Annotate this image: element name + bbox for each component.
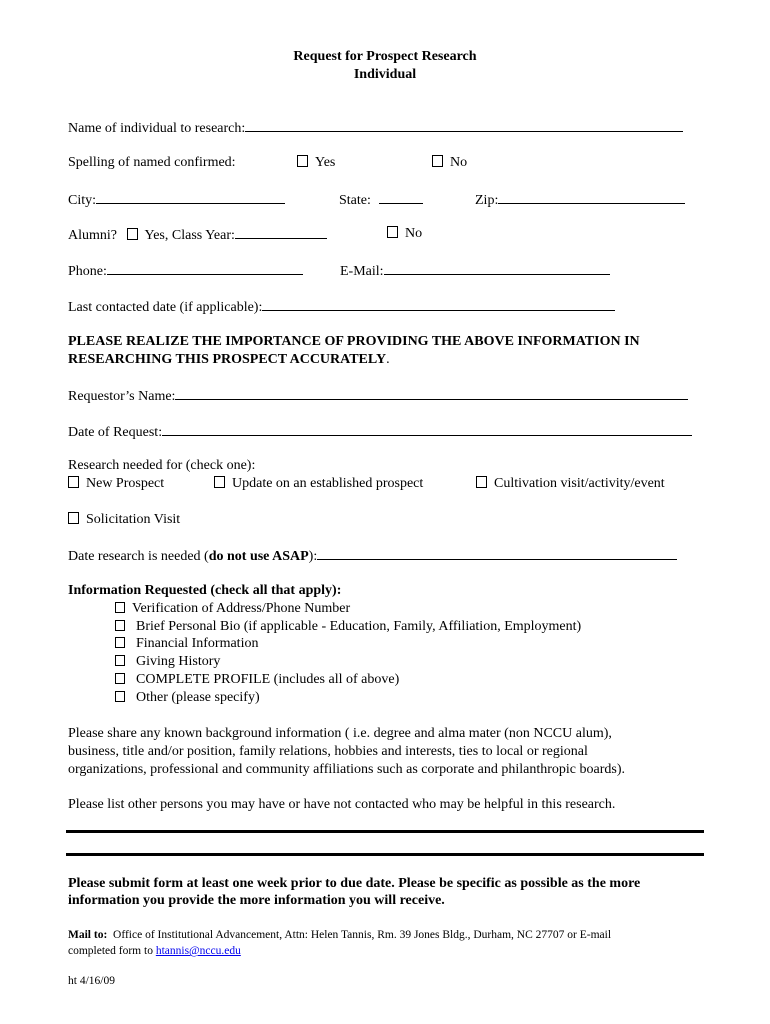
research-needed-label: Research needed for (check one): xyxy=(68,458,256,473)
bio-checkbox[interactable] xyxy=(115,620,125,631)
update-prospect-checkbox[interactable] xyxy=(214,476,225,488)
update-prospect-label: Update on an established prospect xyxy=(232,476,424,491)
importance-notice-period: . xyxy=(386,352,390,367)
verification-label: Verification of Address/Phone Number xyxy=(132,601,351,616)
last-contacted-label: Last contacted date (if applicable): xyxy=(68,300,263,315)
new-prospect-checkbox[interactable] xyxy=(68,476,79,488)
state-row xyxy=(339,191,423,209)
other-persons-text: Please list other persons you may have or have not contacted who may be helpful in this research. xyxy=(68,797,616,812)
requestor-name-label: Requestor’s Name: xyxy=(68,389,176,404)
mail-to-text: Office of Institutional Advancement, Attn: Helen Tannis, Rm. 39 Jones Bldg., Durham, NC 27707 or E-mail xyxy=(113,929,612,941)
spelling-no-checkbox[interactable] xyxy=(432,155,443,167)
state-input-line[interactable] xyxy=(379,191,423,204)
name-label: Name of individual to research: xyxy=(68,121,246,136)
spelling-yes-label: Yes xyxy=(315,155,336,170)
mail-to-line2: completed form to xyxy=(68,945,153,957)
city-row xyxy=(68,191,285,209)
info-option-complete[interactable] xyxy=(115,672,399,688)
info-option-verification[interactable] xyxy=(115,601,350,617)
other-label: Other (please specify) xyxy=(136,690,260,705)
background-line-2: business, title and/or position, family relations, hobbies and interests, ties to local or regional xyxy=(68,744,588,759)
requestor-name-row xyxy=(68,387,688,405)
giving-label: Giving History xyxy=(136,654,221,669)
importance-notice xyxy=(68,333,708,369)
email-link[interactable]: htannis@nccu.edu xyxy=(155,945,241,957)
alumni-yes-checkbox[interactable] xyxy=(127,228,138,240)
verification-checkbox[interactable] xyxy=(115,602,125,613)
background-line-3: organizations, professional and community affiliations such as corporate and philanthropic boards). xyxy=(68,762,626,777)
form-subtitle: Individual xyxy=(353,67,417,82)
phone-row xyxy=(68,262,303,280)
other-checkbox[interactable] xyxy=(115,691,125,702)
mail-to-row xyxy=(68,927,611,943)
date-needed-input-line[interactable] xyxy=(317,547,677,560)
alumni-no-checkbox[interactable] xyxy=(387,226,398,238)
email-input-line[interactable] xyxy=(384,262,610,275)
spelling-label: Spelling of named confirmed: xyxy=(68,155,236,170)
last-contacted-input-line[interactable] xyxy=(262,298,615,311)
alumni-no-label: No xyxy=(405,226,423,241)
mail-to-label: Mail to: xyxy=(68,929,108,941)
bio-label: Brief Personal Bio (if applicable - Education, Family, Affiliation, Employment) xyxy=(136,619,582,634)
alumni-row xyxy=(68,226,327,244)
complete-profile-checkbox[interactable] xyxy=(115,673,125,684)
date-needed-suffix: ): xyxy=(308,549,318,564)
new-prospect-label: New Prospect xyxy=(86,476,165,491)
info-option-giving[interactable] xyxy=(115,654,220,670)
date-needed-emphasis: do not use ASAP xyxy=(208,549,309,564)
answer-line-1[interactable] xyxy=(66,830,704,833)
solicitation-visit-checkbox[interactable] xyxy=(68,512,79,524)
info-requested-label: Information Requested (check all that apply): xyxy=(68,583,342,598)
option-update-prospect[interactable] xyxy=(214,476,423,492)
form-title: Request for Prospect Research xyxy=(293,49,477,64)
last-contacted-row xyxy=(68,298,615,316)
alumni-yes-label: Yes, Class Year: xyxy=(144,228,235,243)
background-line-1: Please share any known background information ( i.e. degree and alma mater (non NCCU alum), xyxy=(68,726,612,741)
financial-label: Financial Information xyxy=(136,636,259,651)
alumni-no-option[interactable] xyxy=(387,226,422,242)
spelling-no-label: No xyxy=(450,155,468,170)
info-option-financial[interactable] xyxy=(115,636,258,652)
zip-input-line[interactable] xyxy=(498,191,685,204)
complete-profile-label: COMPLETE PROFILE (includes all of above) xyxy=(136,672,400,687)
financial-checkbox[interactable] xyxy=(115,637,125,648)
request-date-label: Date of Request: xyxy=(68,425,163,440)
info-option-bio[interactable] xyxy=(115,619,581,635)
email-label: E-Mail: xyxy=(340,264,384,279)
cultivation-visit-label: Cultivation visit/activity/event xyxy=(494,476,665,491)
option-cultivation-visit[interactable] xyxy=(476,476,665,492)
class-year-input-line[interactable] xyxy=(235,226,327,239)
alumni-label: Alumni? xyxy=(68,228,117,243)
footer-code: ht 4/16/09 xyxy=(68,975,115,987)
zip-label: Zip: xyxy=(475,193,499,208)
name-input-line[interactable] xyxy=(245,119,683,132)
date-needed-prefix: Date research is needed ( xyxy=(68,549,209,564)
city-label: City: xyxy=(68,193,97,208)
zip-row xyxy=(475,191,685,209)
date-needed-row xyxy=(68,547,677,565)
city-input-line[interactable] xyxy=(96,191,285,204)
name-row xyxy=(68,119,683,137)
phone-label: Phone: xyxy=(68,264,107,279)
requestor-name-input-line[interactable] xyxy=(175,387,688,400)
submit-notice-line-2: information you provide the more information you will receive. xyxy=(68,893,445,908)
solicitation-visit-label: Solicitation Visit xyxy=(86,512,181,527)
spelling-no-option[interactable] xyxy=(432,155,467,171)
email-row xyxy=(340,262,610,280)
importance-notice-text: PLEASE REALIZE THE IMPORTANCE OF PROVIDING THE ABOVE INFORMATION IN RESEARCHING THIS PROSPECT ACCURATELY xyxy=(68,334,640,367)
info-option-other[interactable] xyxy=(115,690,260,706)
answer-line-2[interactable] xyxy=(66,853,704,856)
cultivation-visit-checkbox[interactable] xyxy=(476,476,487,488)
phone-input-line[interactable] xyxy=(107,262,303,275)
spelling-yes-option[interactable] xyxy=(297,155,335,171)
mail-to-row-2 xyxy=(68,943,241,959)
state-label: State: xyxy=(339,193,371,208)
giving-checkbox[interactable] xyxy=(115,655,125,666)
option-solicitation-visit[interactable] xyxy=(68,512,180,528)
request-date-row xyxy=(68,423,692,441)
spelling-yes-checkbox[interactable] xyxy=(297,155,308,167)
submit-notice-line-1: Please submit form at least one week prior to due date. Please be specific as possible as the more xyxy=(68,876,641,891)
request-date-input-line[interactable] xyxy=(162,423,692,436)
option-new-prospect[interactable] xyxy=(68,476,164,492)
